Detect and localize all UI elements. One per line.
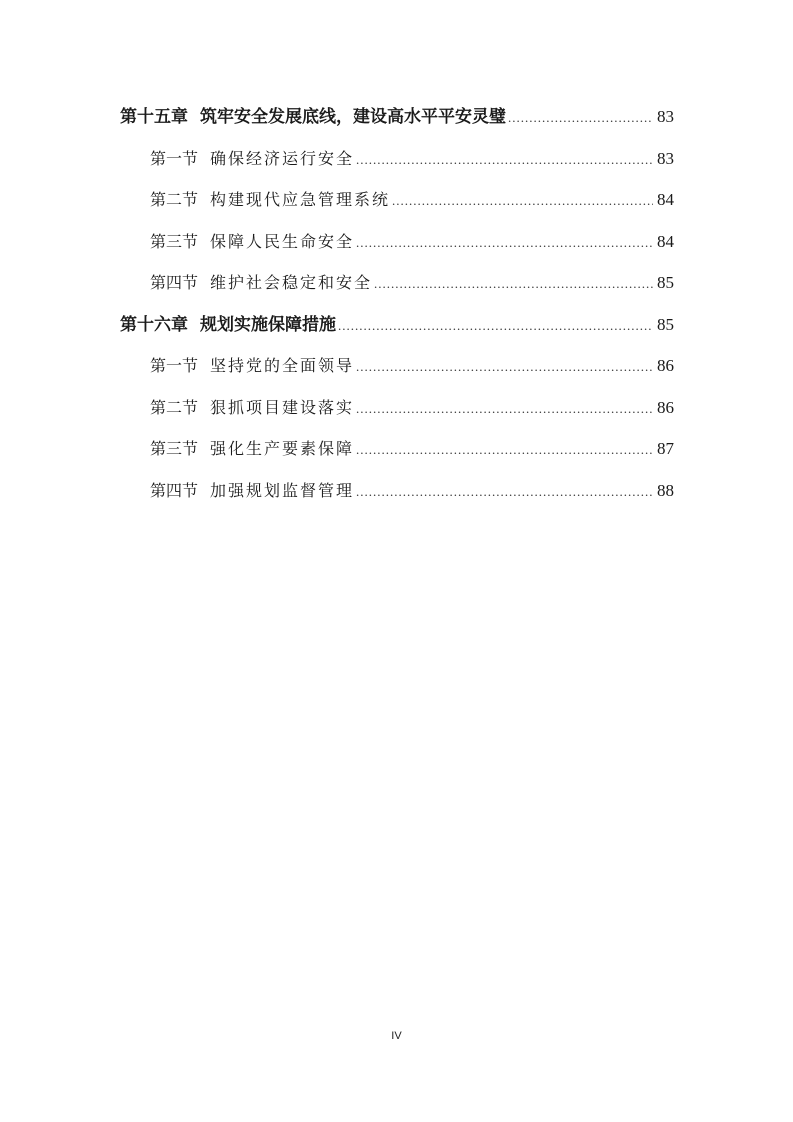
dot-leader xyxy=(356,229,653,257)
toc-entry-page: 84 xyxy=(657,232,674,251)
toc-entry-title: 维护社会稳定和安全 xyxy=(210,273,373,292)
dot-leader xyxy=(356,146,653,174)
toc-entry-chapter-16[interactable] xyxy=(120,311,674,339)
dot-leader xyxy=(356,353,653,381)
toc-entry-number: 第四节 xyxy=(150,481,199,500)
toc-entry-title: 构建现代应急管理系统 xyxy=(210,190,391,209)
toc-entry-title: 规划实施保障措施 xyxy=(200,315,336,335)
toc-entry-page: 84 xyxy=(657,190,674,209)
toc-entry-section[interactable] xyxy=(150,477,674,505)
dot-leader xyxy=(508,104,653,132)
toc-entry-number: 第二节 xyxy=(150,398,199,417)
toc-entry-number: 第二节 xyxy=(150,190,199,209)
dot-leader xyxy=(356,478,653,506)
dot-leader xyxy=(356,395,653,423)
toc-entry-title: 保障人民生命安全 xyxy=(210,232,355,251)
toc-entry-page: 83 xyxy=(657,107,674,126)
toc-entry-number: 第一节 xyxy=(150,149,199,168)
toc-entry-title: 确保经济运行安全 xyxy=(210,149,355,168)
toc-entry-chapter-15[interactable] xyxy=(120,103,674,131)
toc-entry-section[interactable] xyxy=(150,435,674,463)
dot-leader xyxy=(374,270,653,298)
toc-entry-title: 加强规划监督管理 xyxy=(210,481,355,500)
page-number-footer: IV xyxy=(391,1030,402,1042)
toc-entry-page: 88 xyxy=(657,481,674,500)
toc-entry-section[interactable] xyxy=(150,352,674,380)
toc-entry-number: 第三节 xyxy=(150,439,199,458)
toc-entry-title: 筑牢安全发展底线，建设高水平平安灵璧 xyxy=(200,107,506,127)
toc-entry-section[interactable] xyxy=(150,145,674,173)
dot-leader xyxy=(392,187,653,215)
toc-entry-number: 第十五章 xyxy=(120,107,188,127)
toc-entry-section[interactable] xyxy=(150,228,674,256)
toc-entry-title: 狠抓项目建设落实 xyxy=(210,398,355,417)
dot-leader xyxy=(356,436,653,464)
toc-entry-page: 87 xyxy=(657,439,674,458)
dot-leader xyxy=(338,312,653,340)
toc-entry-page: 83 xyxy=(657,149,674,168)
toc-entry-section[interactable] xyxy=(150,186,674,214)
toc-entry-page: 86 xyxy=(657,398,674,417)
toc-entry-title: 坚持党的全面领导 xyxy=(210,356,355,375)
toc-entry-number: 第十六章 xyxy=(120,315,188,335)
toc-entry-page: 85 xyxy=(657,273,674,292)
toc-entry-number: 第四节 xyxy=(150,273,199,292)
toc-entry-page: 86 xyxy=(657,356,674,375)
toc-entry-section[interactable] xyxy=(150,269,674,297)
toc-entry-number: 第三节 xyxy=(150,232,199,251)
toc-entry-page: 85 xyxy=(657,315,674,334)
toc-entry-section[interactable] xyxy=(150,394,674,422)
toc-entry-number: 第一节 xyxy=(150,356,199,375)
toc-entry-title: 强化生产要素保障 xyxy=(210,439,355,458)
